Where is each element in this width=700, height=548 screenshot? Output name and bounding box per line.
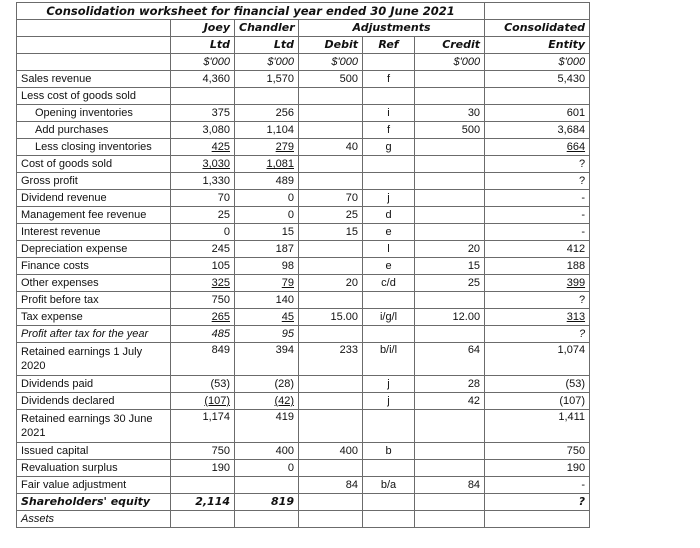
- cell-credit: 15: [415, 258, 485, 275]
- table-row: [17, 173, 590, 190]
- cell-joey: 750: [171, 292, 235, 309]
- table-row: [17, 494, 590, 511]
- cell-joey: 750: [171, 443, 235, 460]
- cell-ref: d: [363, 207, 415, 224]
- row-label: Depreciation expense: [17, 241, 171, 258]
- row-label: Less closing inventories: [17, 139, 171, 156]
- cell-ref: i/g/l: [363, 309, 415, 326]
- table-row: [17, 105, 590, 122]
- cell-chandler: 45: [235, 309, 299, 326]
- cell-joey: [171, 511, 235, 528]
- row-label: Less cost of goods sold: [17, 88, 171, 105]
- table-row: [17, 292, 590, 309]
- cell-ref: b/i/l: [363, 343, 415, 376]
- cell-credit: 64: [415, 343, 485, 376]
- credit-unit: $'000: [415, 54, 485, 71]
- row-label: Dividends declared: [17, 393, 171, 410]
- cell-chandler: 15: [235, 224, 299, 241]
- cell-joey: 70: [171, 190, 235, 207]
- cell-joey: 2,114: [171, 494, 235, 511]
- cell-credit: [415, 207, 485, 224]
- cell-debit: [299, 326, 363, 343]
- row-label: Issued capital: [17, 443, 171, 460]
- cell-chandler: 489: [235, 173, 299, 190]
- cell-credit: [415, 511, 485, 528]
- cell-joey: 0: [171, 224, 235, 241]
- cell-chandler: 187: [235, 241, 299, 258]
- table-row: [17, 343, 590, 376]
- chandler-header: Chandler: [235, 20, 299, 37]
- cell-ref: [363, 326, 415, 343]
- cell-joey: 325: [171, 275, 235, 292]
- cell-chandler: 394: [235, 343, 299, 376]
- row-label: Retained earnings 1 July 2020: [17, 343, 171, 376]
- cell-ref: [363, 173, 415, 190]
- cell-cons: 664: [485, 139, 590, 156]
- cell-debit: 70: [299, 190, 363, 207]
- cell-joey: 375: [171, 105, 235, 122]
- cell-chandler: 98: [235, 258, 299, 275]
- cell-cons: ?: [485, 156, 590, 173]
- row-label: Shareholders' equity: [17, 494, 171, 511]
- cell-ref: [363, 156, 415, 173]
- cell-debit: [299, 292, 363, 309]
- cell-credit: 30: [415, 105, 485, 122]
- cell-credit: 20: [415, 241, 485, 258]
- cell-joey: 849: [171, 343, 235, 376]
- cell-credit: [415, 460, 485, 477]
- cell-credit: [415, 156, 485, 173]
- cell-chandler: 1,570: [235, 71, 299, 88]
- cell-credit: [415, 326, 485, 343]
- cell-ref: g: [363, 139, 415, 156]
- cell-debit: 20: [299, 275, 363, 292]
- cell-credit: [415, 224, 485, 241]
- cell-joey: 1,174: [171, 410, 235, 443]
- chandler-sub: Ltd: [235, 37, 299, 54]
- consolidation-table: [16, 2, 590, 528]
- cell-cons: 188: [485, 258, 590, 275]
- cell-credit: [415, 139, 485, 156]
- row-label: Fair value adjustment: [17, 477, 171, 494]
- row-label: Profit after tax for the year: [17, 326, 171, 343]
- row-label: Tax expense: [17, 309, 171, 326]
- chandler-unit: $'000: [235, 54, 299, 71]
- cell-cons: -: [485, 190, 590, 207]
- cell-debit: 400: [299, 443, 363, 460]
- adjustments-header: Adjustments: [299, 20, 485, 37]
- cell-credit: 84: [415, 477, 485, 494]
- consolidated-sub: Entity: [485, 37, 590, 54]
- cell-ref: f: [363, 71, 415, 88]
- cell-cons: 5,430: [485, 71, 590, 88]
- cell-joey: 190: [171, 460, 235, 477]
- cell-chandler: 0: [235, 207, 299, 224]
- cell-chandler: [235, 477, 299, 494]
- cell-ref: i: [363, 105, 415, 122]
- cell-ref: [363, 292, 415, 309]
- cell-credit: [415, 173, 485, 190]
- table-row: [17, 190, 590, 207]
- cell-chandler: 95: [235, 326, 299, 343]
- table-row: [17, 443, 590, 460]
- cell-cons: [485, 511, 590, 528]
- cell-chandler: 819: [235, 494, 299, 511]
- cell-ref: c/d: [363, 275, 415, 292]
- table-row: [17, 71, 590, 88]
- row-label: Dividend revenue: [17, 190, 171, 207]
- table-row: [17, 156, 590, 173]
- table-row: [17, 376, 590, 393]
- cell-joey: (53): [171, 376, 235, 393]
- row-label: Finance costs: [17, 258, 171, 275]
- cell-chandler: [235, 511, 299, 528]
- table-row: [17, 460, 590, 477]
- cell-chandler: 419: [235, 410, 299, 443]
- cell-cons: 399: [485, 275, 590, 292]
- cell-joey: 1,330: [171, 173, 235, 190]
- cell-ref: [363, 88, 415, 105]
- cell-chandler: 400: [235, 443, 299, 460]
- cell-cons: -: [485, 224, 590, 241]
- cell-credit: 42: [415, 393, 485, 410]
- cell-ref: [363, 511, 415, 528]
- table-row: [17, 275, 590, 292]
- credit-header: Credit: [415, 37, 485, 54]
- row-label: Cost of goods sold: [17, 156, 171, 173]
- cell-debit: 15.00: [299, 309, 363, 326]
- cell-credit: [415, 494, 485, 511]
- cell-joey: 3,080: [171, 122, 235, 139]
- cell-joey: 105: [171, 258, 235, 275]
- row-label: Other expenses: [17, 275, 171, 292]
- row-label: Interest revenue: [17, 224, 171, 241]
- cell-debit: 84: [299, 477, 363, 494]
- cell-chandler: 0: [235, 190, 299, 207]
- cell-cons: ?: [485, 173, 590, 190]
- cell-cons: 601: [485, 105, 590, 122]
- cell-chandler: 279: [235, 139, 299, 156]
- cell-ref: j: [363, 376, 415, 393]
- cell-joey: [171, 88, 235, 105]
- cell-credit: [415, 443, 485, 460]
- cell-debit: 40: [299, 139, 363, 156]
- cell-cons: 1,074: [485, 343, 590, 376]
- cell-joey: 245: [171, 241, 235, 258]
- ref-header: Ref: [363, 37, 415, 54]
- row-label: Opening inventories: [17, 105, 171, 122]
- cell-debit: 25: [299, 207, 363, 224]
- cell-cons: 1,411: [485, 410, 590, 443]
- cell-chandler: 1,081: [235, 156, 299, 173]
- cell-ref: [363, 494, 415, 511]
- table-row: [17, 224, 590, 241]
- row-label: Gross profit: [17, 173, 171, 190]
- cell-cons: -: [485, 477, 590, 494]
- table-row: [17, 511, 590, 528]
- cell-cons: [485, 88, 590, 105]
- cell-credit: [415, 190, 485, 207]
- cell-cons: 190: [485, 460, 590, 477]
- cell-credit: 25: [415, 275, 485, 292]
- cell-joey: 485: [171, 326, 235, 343]
- table-row: [17, 309, 590, 326]
- cell-cons: (107): [485, 393, 590, 410]
- cell-chandler: (42): [235, 393, 299, 410]
- debit-unit: $'000: [299, 54, 363, 71]
- cell-joey: 265: [171, 309, 235, 326]
- table-row: [17, 241, 590, 258]
- cell-cons: ?: [485, 494, 590, 511]
- cell-debit: [299, 410, 363, 443]
- cell-credit: 500: [415, 122, 485, 139]
- cell-chandler: 79: [235, 275, 299, 292]
- cell-debit: [299, 241, 363, 258]
- cell-joey: (107): [171, 393, 235, 410]
- cell-ref: l: [363, 241, 415, 258]
- table-row: [17, 326, 590, 343]
- cell-debit: [299, 494, 363, 511]
- joey-unit: $'000: [171, 54, 235, 71]
- cell-cons: ?: [485, 292, 590, 309]
- debit-header: Debit: [299, 37, 363, 54]
- cell-credit: [415, 410, 485, 443]
- cell-credit: [415, 292, 485, 309]
- table-row: [17, 393, 590, 410]
- cell-chandler: (28): [235, 376, 299, 393]
- worksheet: [16, 2, 589, 528]
- row-label: Dividends paid: [17, 376, 171, 393]
- cell-debit: [299, 173, 363, 190]
- cell-chandler: 256: [235, 105, 299, 122]
- row-label: Assets: [17, 511, 171, 528]
- row-label: Revaluation surplus: [17, 460, 171, 477]
- cell-credit: [415, 71, 485, 88]
- cell-credit: 12.00: [415, 309, 485, 326]
- cell-ref: e: [363, 258, 415, 275]
- worksheet-title: Consolidation worksheet for financial year ended 30 June 2021: [17, 3, 485, 20]
- table-row: [17, 207, 590, 224]
- cell-credit: 28: [415, 376, 485, 393]
- cell-chandler: 0: [235, 460, 299, 477]
- cell-ref: j: [363, 190, 415, 207]
- cell-debit: [299, 105, 363, 122]
- cell-joey: 25: [171, 207, 235, 224]
- cell-joey: 4,360: [171, 71, 235, 88]
- cell-cons: 313: [485, 309, 590, 326]
- cell-debit: [299, 88, 363, 105]
- cell-cons: (53): [485, 376, 590, 393]
- cell-ref: e: [363, 224, 415, 241]
- cell-ref: j: [363, 393, 415, 410]
- row-label: Retained earnings 30 June 2021: [17, 410, 171, 443]
- cell-cons: 3,684: [485, 122, 590, 139]
- joey-header: Joey: [171, 20, 235, 37]
- cell-joey: 3,030: [171, 156, 235, 173]
- cell-joey: 425: [171, 139, 235, 156]
- table-row: [17, 139, 590, 156]
- cell-debit: [299, 122, 363, 139]
- table-row: [17, 258, 590, 275]
- consolidated-unit: $'000: [485, 54, 590, 71]
- cell-joey: [171, 477, 235, 494]
- cell-debit: 15: [299, 224, 363, 241]
- cell-debit: [299, 393, 363, 410]
- cell-debit: [299, 156, 363, 173]
- row-label: Profit before tax: [17, 292, 171, 309]
- cell-ref: [363, 410, 415, 443]
- joey-sub: Ltd: [171, 37, 235, 54]
- cell-chandler: 1,104: [235, 122, 299, 139]
- table-row: [17, 88, 590, 105]
- cell-cons: ?: [485, 326, 590, 343]
- table-row: [17, 410, 590, 443]
- table-row: [17, 477, 590, 494]
- cell-ref: f: [363, 122, 415, 139]
- cell-ref: b: [363, 443, 415, 460]
- row-label: Add purchases: [17, 122, 171, 139]
- cell-debit: 500: [299, 71, 363, 88]
- cell-credit: [415, 88, 485, 105]
- row-label: Sales revenue: [17, 71, 171, 88]
- cell-chandler: 140: [235, 292, 299, 309]
- row-label: Management fee revenue: [17, 207, 171, 224]
- cell-debit: [299, 258, 363, 275]
- table-row: [17, 122, 590, 139]
- cell-chandler: [235, 88, 299, 105]
- cell-debit: [299, 511, 363, 528]
- cell-debit: [299, 460, 363, 477]
- cell-debit: 233: [299, 343, 363, 376]
- cell-ref: [363, 460, 415, 477]
- cell-cons: 412: [485, 241, 590, 258]
- cell-ref: b/a: [363, 477, 415, 494]
- cell-debit: [299, 376, 363, 393]
- cell-cons: 750: [485, 443, 590, 460]
- consolidated-header: Consolidated: [485, 20, 590, 37]
- cell-cons: -: [485, 207, 590, 224]
